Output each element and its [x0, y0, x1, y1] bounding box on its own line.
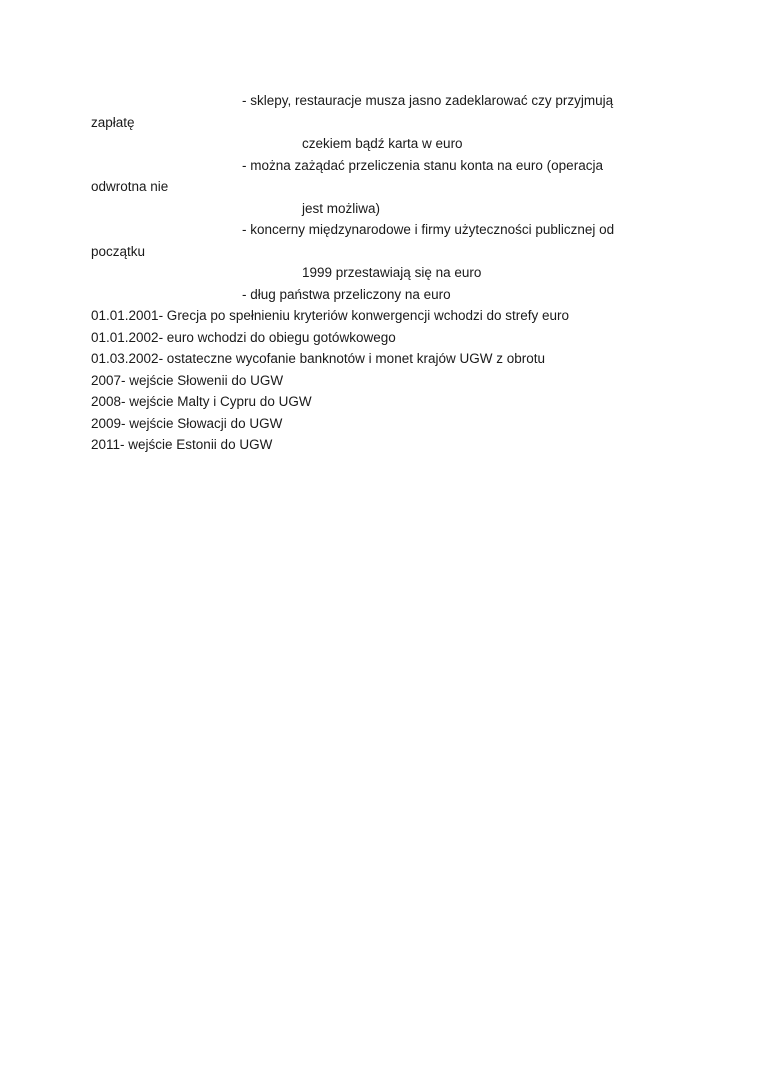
text-line: - można zażądać przeliczenia stanu konta na euro (operacja — [242, 158, 603, 173]
text-line: - sklepy, restauracje musza jasno zadeklarować czy przyjmują — [242, 93, 614, 108]
text-line: początku — [91, 244, 146, 259]
text-line: 2008- wejście Malty i Cypru do UGW — [91, 394, 312, 409]
text-line: jest możliwa) — [302, 201, 381, 216]
text-line: 01.01.2002- euro wchodzi do obiegu gotówkowego — [91, 330, 396, 345]
text-line: 2007- wejście Słowenii do UGW — [91, 373, 284, 388]
text-line: czekiem bądź karta w euro — [302, 136, 463, 151]
text-line: 1999 przestawiają się na euro — [302, 265, 482, 280]
text-line: zapłatę — [91, 115, 135, 130]
text-line: 2009- wejście Słowacji do UGW — [91, 416, 283, 431]
text-line: - dług państwa przeliczony na euro — [242, 287, 451, 302]
text-line: 01.01.2001- Grecja po spełnieniu kryteriów konwergencji wchodzi do strefy euro — [91, 308, 570, 323]
text-line: 2011- wejście Estonii do UGW — [91, 437, 273, 452]
text-line: odwrotna nie — [91, 179, 169, 194]
text-line: 01.03.2002- ostateczne wycofanie banknotów i monet krajów UGW z obrotu — [91, 351, 545, 366]
text-line: - koncerny międzynarodowe i firmy użyteczności publicznej od — [242, 222, 615, 237]
